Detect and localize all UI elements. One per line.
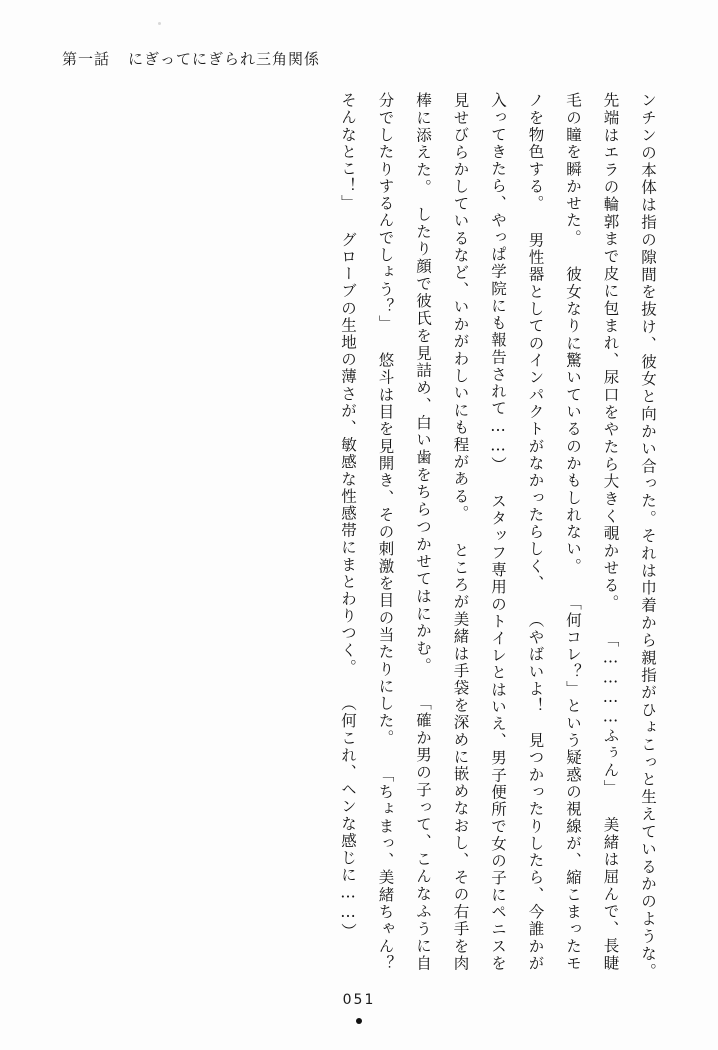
chapter-number: 第一話 (62, 50, 111, 68)
page-footer-dot (356, 1018, 362, 1024)
chapter-title: にぎってにぎられ三角関係 (128, 50, 321, 68)
page-body-text: ンチンの本体は指の隙間を抜け、彼女と向かい合った。それは巾着から親指がひょこっと生えているかのような。 先端はエラの輪郭まで皮に包まれ、尿口をやたら大きく覗かせる。 「…………ふぅん」 美緒は屈んで、長睫毛の瞳を瞬かせた。 彼女なりに驚いているのかもしれない。 「何コレ？」という疑惑の視線が、縮こまったモノを物色する。 男性器としてのインパクトがなかったらしく、 （やばいよ！ 見つかったりしたら、今誰かが入ってきたら、やっぱ学院にも報告されて……） スタッフ専用のトイレとはいえ、男子便所で女の子にペニスを見せびらかしているなど、いかがわしいにも程がある。 ところが美緒は手袋を深めに嵌めなおし、その右手を肉棒に添えた。 したり顔で彼氏を見詰め、白い歯をちらつかせてはにかむ。 「確か男の子って、こんなふうに自分でしたりするんでしょう？」 悠斗は目を見開き、その刺激を目の当たりにした。 「ちょまっ、美緒ちゃん？ そんなとこ！」 グローブの生地の薄さが、敏感な性感帯にまとわりつく。 （何これ、ヘンな感じに……） (339, 92, 657, 990)
page-number: 051 (342, 992, 376, 1008)
scan-artifact-speck (158, 22, 161, 25)
chapter-header (62, 48, 320, 69)
